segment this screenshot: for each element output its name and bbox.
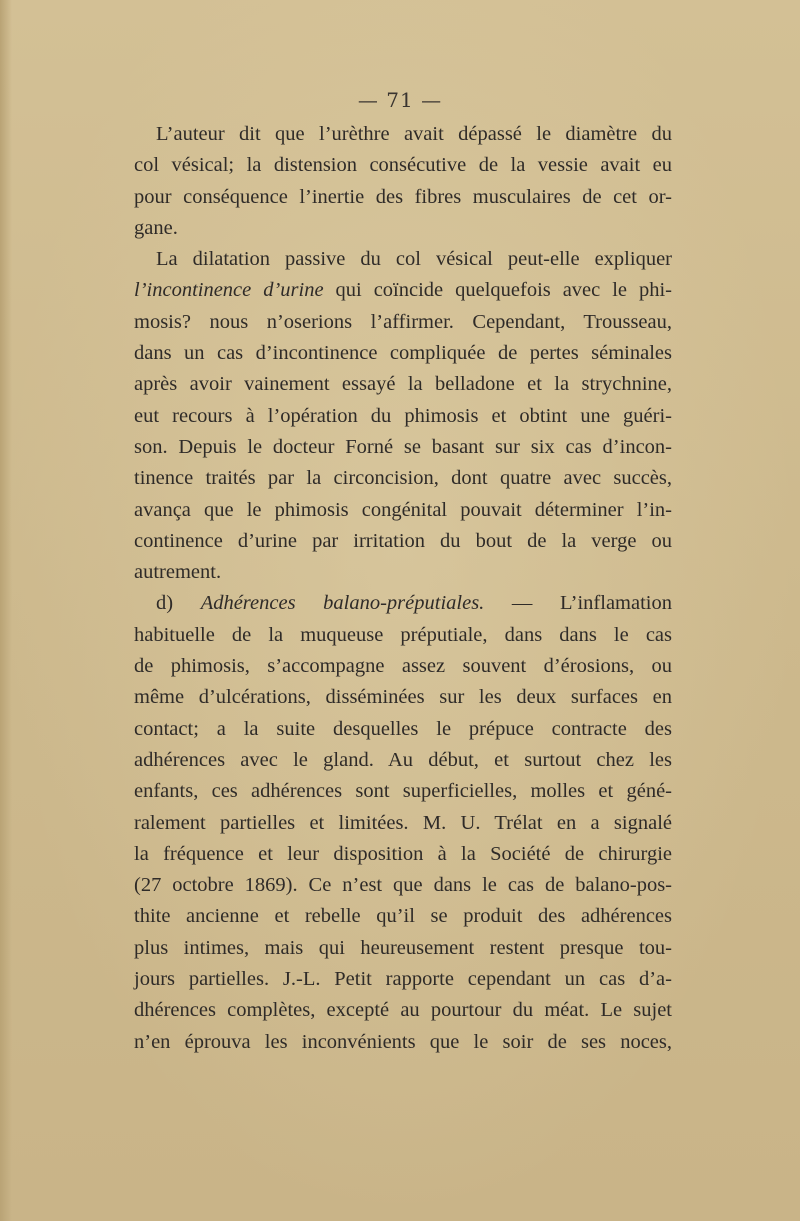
text-segment: — L’inflamation — [484, 592, 672, 615]
body-text — [134, 119, 672, 1058]
text-line — [134, 119, 672, 150]
text-line — [134, 933, 672, 964]
text-segment: de phimosis, s’accompagne assez souvent d’érosions, ou — [134, 655, 672, 678]
text-segment: d) — [156, 592, 201, 615]
text-segment: (27 octobre 1869). Ce n’est que dans le cas de balano-pos- — [134, 874, 672, 897]
text-line — [134, 682, 672, 713]
text-segment: n’en éprouva les inconvénients que le soir de ses noces, — [134, 1030, 672, 1053]
page-number: — 71 — — [357, 88, 443, 112]
text-segment: mosis? nous n’oserions l’affirmer. Cependant, Trousseau, — [134, 310, 672, 333]
text-segment: continence d’urine par irritation du bout de la verge ou — [134, 529, 672, 552]
page-edge-shadow — [0, 0, 12, 1221]
text-segment: gane. — [134, 216, 178, 239]
text-segment: col vésical; la distension consécutive de la vessie avait eu — [134, 154, 672, 177]
italic-text-segment: Adhérences balano-préputiales. — [200, 592, 485, 615]
text-segment: avança que le phimosis congénital pouvait déterminer l’in- — [134, 498, 672, 521]
text-segment: pour conséquence l’inertie des fibres musculaires de cet or- — [134, 185, 672, 208]
text-segment: ralement partielles et limitées. M. U. Trélat en a signalé — [134, 811, 672, 834]
text-line — [134, 839, 672, 870]
text-segment: habituelle de la muqueuse préputiale, dans dans le cas — [134, 623, 672, 646]
text-line — [134, 463, 672, 494]
text-segment: son. Depuis le docteur Forné se basant sur six cas d’incon- — [134, 435, 672, 458]
text-line — [134, 1027, 672, 1058]
text-segment: eut recours à l’opération du phimosis et obtint une guéri- — [134, 404, 672, 427]
text-line — [134, 964, 672, 995]
text-line — [134, 745, 672, 776]
text-segment: après avoir vainement essayé la belladone et la strychnine, — [134, 373, 672, 396]
text-segment: dhérences complètes, excepté au pourtour du méat. Le sujet — [134, 999, 672, 1022]
text-line — [134, 808, 672, 839]
text-line — [134, 244, 672, 275]
text-line — [134, 338, 672, 369]
text-segment: enfants, ces adhérences sont superficielles, molles et géné- — [134, 780, 672, 803]
text-line — [134, 432, 672, 463]
text-line — [134, 776, 672, 807]
text-line — [134, 495, 672, 526]
text-line — [134, 714, 672, 745]
text-line — [134, 182, 672, 213]
text-segment: autrement. — [134, 561, 222, 584]
text-line — [134, 651, 672, 682]
text-line — [134, 995, 672, 1026]
text-line — [134, 275, 672, 306]
text-segment: contact; a la suite desquelles le prépuce contracte des — [134, 717, 672, 740]
text-segment: thite ancienne et rebelle qu’il se produit des adhérences — [134, 905, 672, 928]
text-segment: même d’ulcérations, disséminées sur les deux surfaces en — [134, 686, 672, 709]
text-line — [134, 307, 672, 338]
text-line — [134, 213, 672, 244]
text-line — [134, 526, 672, 557]
text-segment: adhérences avec le gland. Au début, et surtout chez les — [134, 748, 672, 771]
text-segment: L’auteur dit que l’urèthre avait dépassé le diamètre du — [156, 123, 672, 145]
text-segment: plus intimes, mais qui heureusement restent presque tou- — [134, 936, 672, 959]
text-line — [134, 150, 672, 181]
text-line — [134, 401, 672, 432]
italic-text-segment: l’incontinence d’urine — [134, 279, 324, 302]
text-line — [134, 620, 672, 651]
text-line — [134, 557, 672, 588]
text-segment: jours partielles. J.-L. Petit rapporte cependant un cas d’a- — [134, 968, 672, 991]
text-line — [134, 588, 672, 619]
text-segment: qui coïncide quelquefois avec le phi- — [323, 279, 673, 302]
text-line — [134, 901, 672, 932]
text-segment: la fréquence et leur disposition à la Société de chirurgie — [134, 842, 672, 865]
text-line — [134, 369, 672, 400]
text-segment: dans un cas d’incontinence compliquée de pertes séminales — [134, 342, 672, 365]
text-segment: tinence traités par la circoncision, dont quatre avec succès, — [134, 467, 672, 490]
text-segment: La dilatation passive du col vésical peut-elle expliquer — [156, 248, 672, 271]
text-line — [134, 870, 672, 901]
